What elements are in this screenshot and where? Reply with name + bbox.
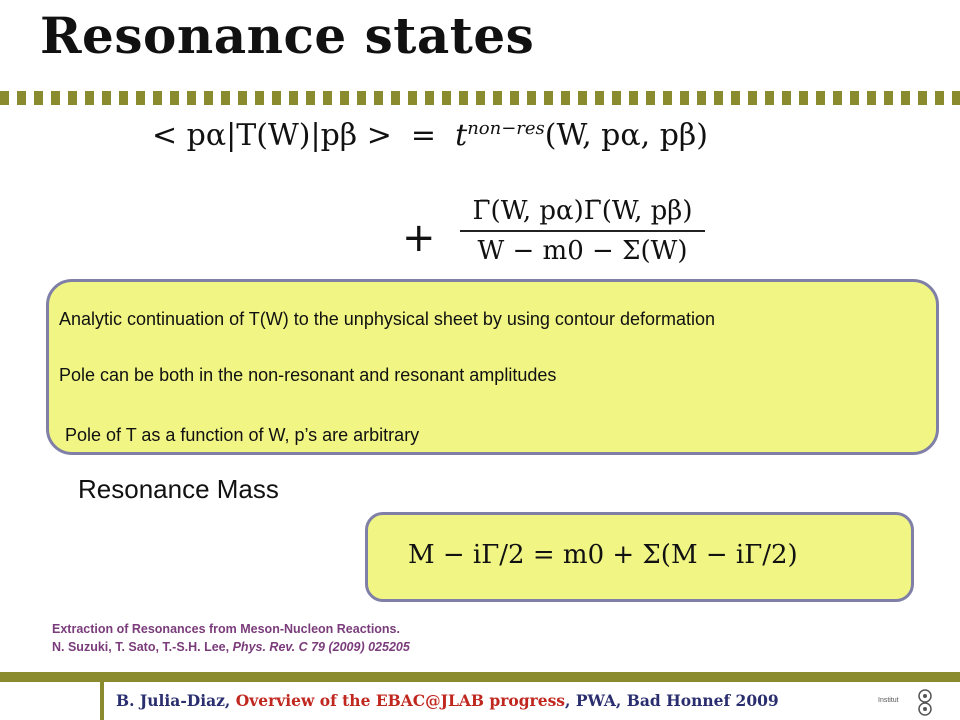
note-line: Pole can be both in the non-resonant and resonant amplitudes bbox=[59, 365, 557, 385]
reference-citation: N. Suzuki, T. Sato, T.-S.H. Lee, Phys. Rev. C 79 (2009) 025205 bbox=[52, 640, 410, 654]
amplitude-rhs: $t^{non-res}(W$, pα, pβ) bbox=[455, 118, 708, 153]
pole-equation: M − iΓ/2 = m0 + Σ(M − iΓ/2) bbox=[408, 540, 798, 570]
amplitude-equals: = bbox=[410, 118, 437, 153]
footer-bar bbox=[0, 672, 960, 682]
fraction-denominator: W − m0 − Σ(W) bbox=[477, 236, 688, 266]
footer-venue: , PWA, Bad Honnef 2009 bbox=[565, 691, 779, 710]
note-line: Pole of T as a function of W, p’s are arbitrary bbox=[65, 425, 420, 445]
amplitude-equation bbox=[152, 118, 708, 153]
footer-divider bbox=[100, 682, 104, 720]
resonance-mass-label: Resonance Mass bbox=[78, 474, 279, 504]
resonant-term-fraction bbox=[460, 196, 705, 266]
footer-author: B. Julia-Diaz, bbox=[116, 691, 236, 710]
footer-text bbox=[116, 691, 779, 710]
dotted-divider bbox=[0, 91, 960, 105]
fraction-numerator: Γ̄(W, pα)Γ̄(W, pβ) bbox=[460, 196, 705, 232]
university-logo-icon bbox=[912, 689, 938, 717]
slide-title: Resonance states bbox=[40, 6, 535, 65]
reference-title: Extraction of Resonances from Meson-Nucleon Reactions. bbox=[52, 622, 400, 636]
note-line: Analytic continuation of T(W) to the unphysical sheet by using contour deformation bbox=[59, 309, 716, 329]
plus-sign: + bbox=[402, 215, 436, 261]
amplitude-lhs: < pα|T(W)|pβ > bbox=[152, 118, 392, 153]
footer-talk: Overview of the EBAC@JLAB progress bbox=[235, 691, 566, 710]
logo-caption: Institut bbox=[878, 697, 899, 704]
